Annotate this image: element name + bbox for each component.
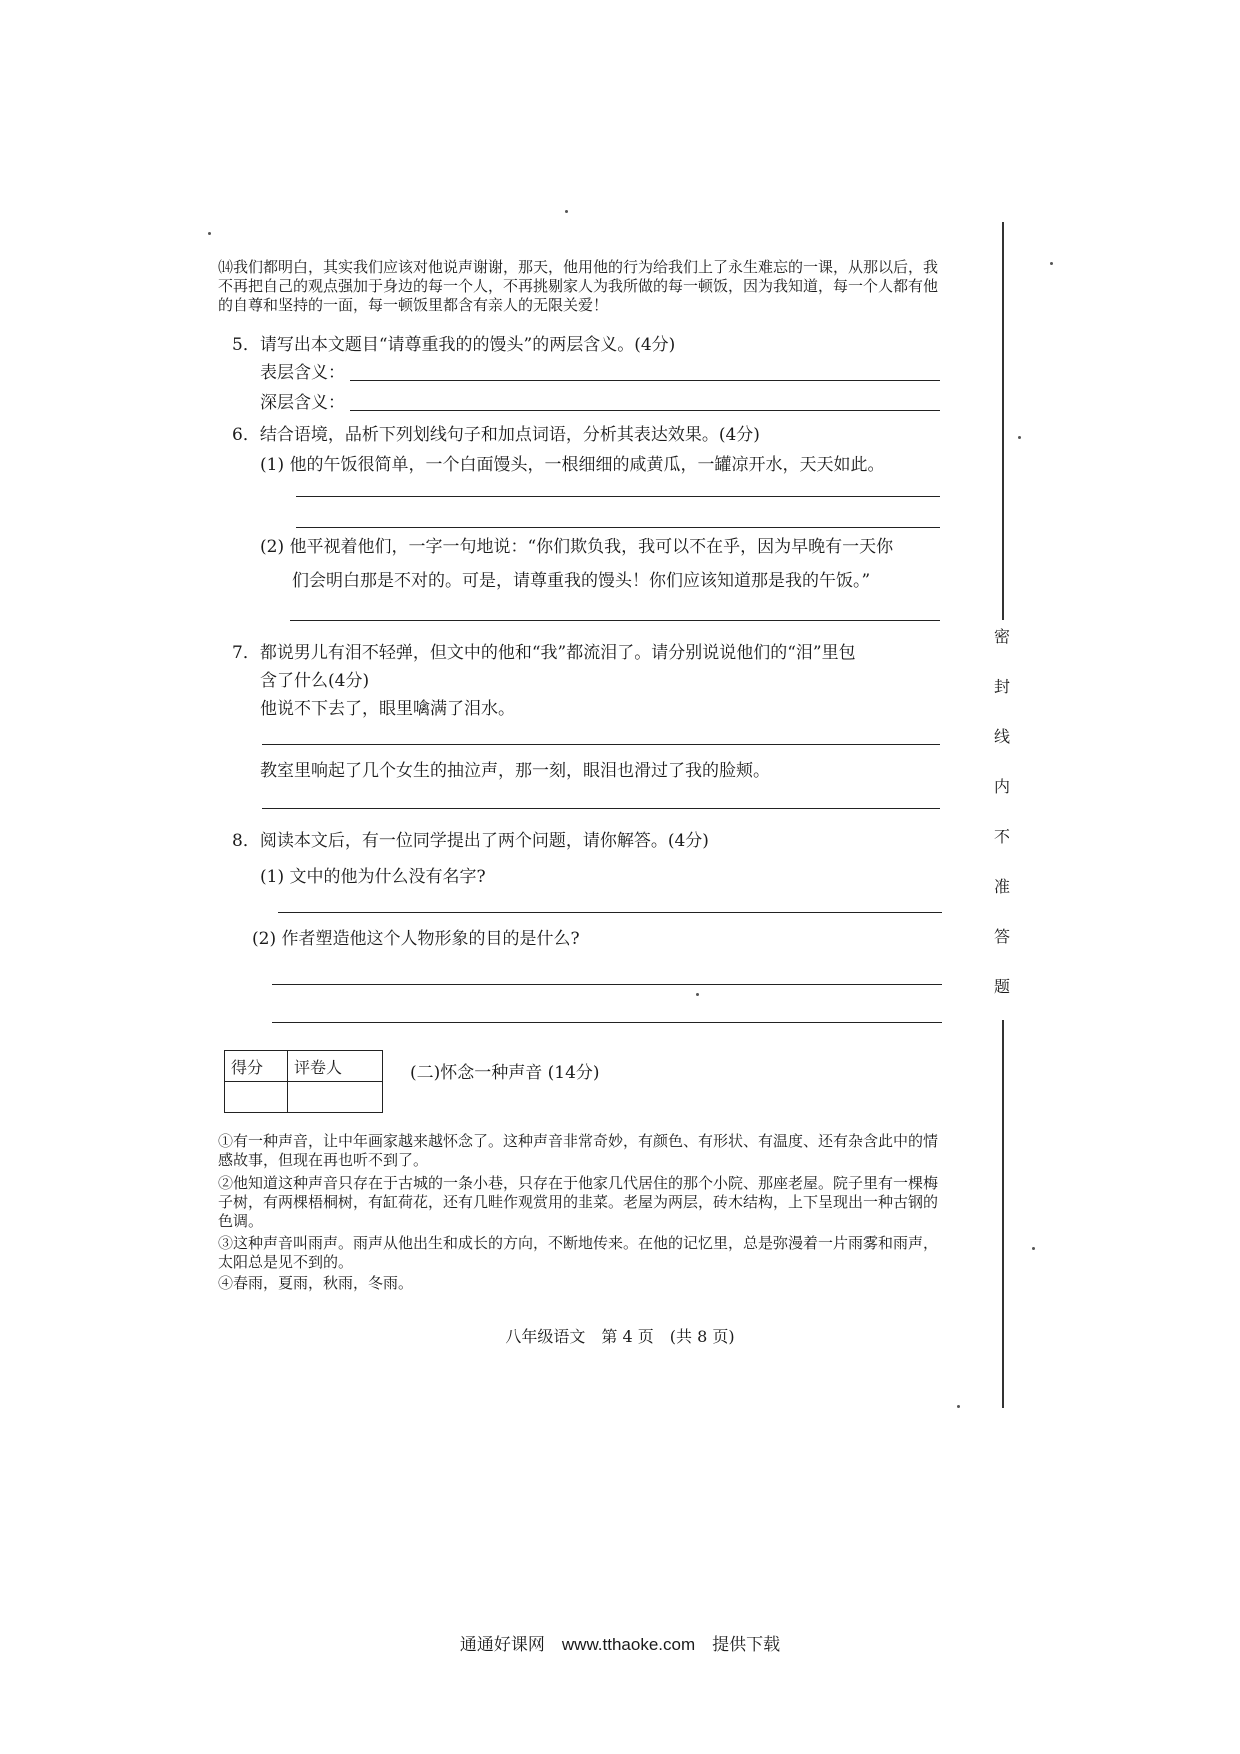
seal-char: 内 <box>993 777 1010 796</box>
q6-sub2-answer-line[interactable] <box>290 620 940 621</box>
q8-sub2-answer-line-2[interactable] <box>272 1022 942 1023</box>
q7-quote-2: 教室里响起了几个女生的抽泣声，那一刻，眼泪也滑过了我的脸颊。 <box>260 761 770 781</box>
question-5: 5．请写出本文题目“请尊重我的的馒头”的两层含义。(4分) <box>232 335 676 355</box>
q5-deep-answer-line[interactable] <box>350 410 940 411</box>
seal-char: 封 <box>993 677 1010 696</box>
seal-char: 不 <box>993 827 1010 846</box>
q8-sub1-answer-line[interactable] <box>278 912 942 913</box>
seal-char: 答 <box>993 927 1010 946</box>
q6-sub1: (1) 他的午饭很简单，一个白面馒头，一根细细的咸黄瓜，一罐凉开水，天天如此。 <box>260 455 885 475</box>
seal-char: 密 <box>993 627 1010 646</box>
score-cell[interactable] <box>225 1082 288 1113</box>
page-number-footer: 八年级语文 第 4 页 (共 8 页) <box>505 1327 735 1346</box>
q7-answer-line-1[interactable] <box>262 744 940 745</box>
q8-sub2: (2) 作者塑造他这个人物形象的目的是什么? <box>252 929 580 949</box>
section-2-paragraph-4: ④春雨，夏雨，秋雨，冬雨。 <box>218 1274 414 1292</box>
question-7-line2: 含了什么(4分) <box>260 671 370 691</box>
score-label: 得分 <box>225 1051 288 1082</box>
seal-char: 准 <box>993 877 1010 896</box>
section-2-paragraph-2: ②他知道这种声音只存在于古城的一条小巷，只存在于他家几代居住的那个小院、那座老屋。院子里有一棵梅子树，有两棵梧桐树，有缸荷花，还有几畦作观赏用的韭菜。老屋为两层，砖木结构，上下呈现出一种古钢的色调。 <box>218 1174 939 1230</box>
q8-sub2-answer-line-1[interactable] <box>272 984 942 985</box>
q6-sub2-line2: 们会明白那是不对的。可是，请尊重我的馒头！你们应该知道那是我的午饭。” <box>292 571 871 591</box>
seal-char: 题 <box>993 977 1010 996</box>
q8-sub1: (1) 文中的他为什么没有名字? <box>260 867 486 887</box>
question-8: 8．阅读本文后，有一位同学提出了两个问题，请你解答。(4分) <box>232 831 709 851</box>
grader-cell[interactable] <box>288 1082 383 1113</box>
q5-deep-label: 深层含义： <box>260 393 345 413</box>
q6-sub1-answer-line-2[interactable] <box>296 527 940 528</box>
question-6: 6．结合语境，品析下列划线句子和加点词语，分析其表达效果。(4分) <box>232 425 760 445</box>
q5-surface-answer-line[interactable] <box>350 380 940 381</box>
q6-sub2-line1: (2) 他平视着他们，一字一句地说：“你们欺负我，我可以不在乎，因为早晚有一天你 <box>260 537 894 557</box>
download-footer: 通通好课网 www.tthaoke.com 提供下载 <box>459 1635 781 1654</box>
q7-answer-line-2[interactable] <box>262 808 940 809</box>
section-2-paragraph-3: ③这种声音叫雨声。雨声从他出生和成长的方向，不断地传来。在他的记忆里，总是弥漫着一片雨雾和雨声，太阳总是见不到的。 <box>218 1234 939 1271</box>
q7-quote-1: 他说不下去了，眼里噙满了泪水。 <box>260 699 515 719</box>
seal-char: 线 <box>993 727 1010 746</box>
score-table <box>224 1050 383 1113</box>
section-2-title: (二)怀念一种声音 (14分) <box>410 1063 600 1083</box>
q5-surface-label: 表层含义： <box>260 363 345 383</box>
q6-sub1-answer-line-1[interactable] <box>296 496 940 497</box>
section-2-paragraph-1: ①有一种声音，让中年画家越来越怀念了。这种声音非常奇妙，有颜色、有形状、有温度、还有杂含此中的情感故事，但现在再也听不到了。 <box>218 1132 939 1169</box>
passage-paragraph-14: ⒁我们都明白，其实我们应该对他说声谢谢，那天，他用他的行为给我们上了永生难忘的一课，从那以后，我不再把自己的观点强加于身边的每一个人，不再挑剔家人为我所做的每一顿饭，因为我知道，每一个人都有他的自尊和坚持的一面，每一顿饭里都含有亲人的无限关爱！ <box>218 258 939 314</box>
grader-label: 评卷人 <box>288 1051 383 1082</box>
question-7-line1: 7．都说男儿有泪不轻弹，但文中的他和“我”都流泪了。请分别说说他们的“泪”里包 <box>232 643 856 663</box>
